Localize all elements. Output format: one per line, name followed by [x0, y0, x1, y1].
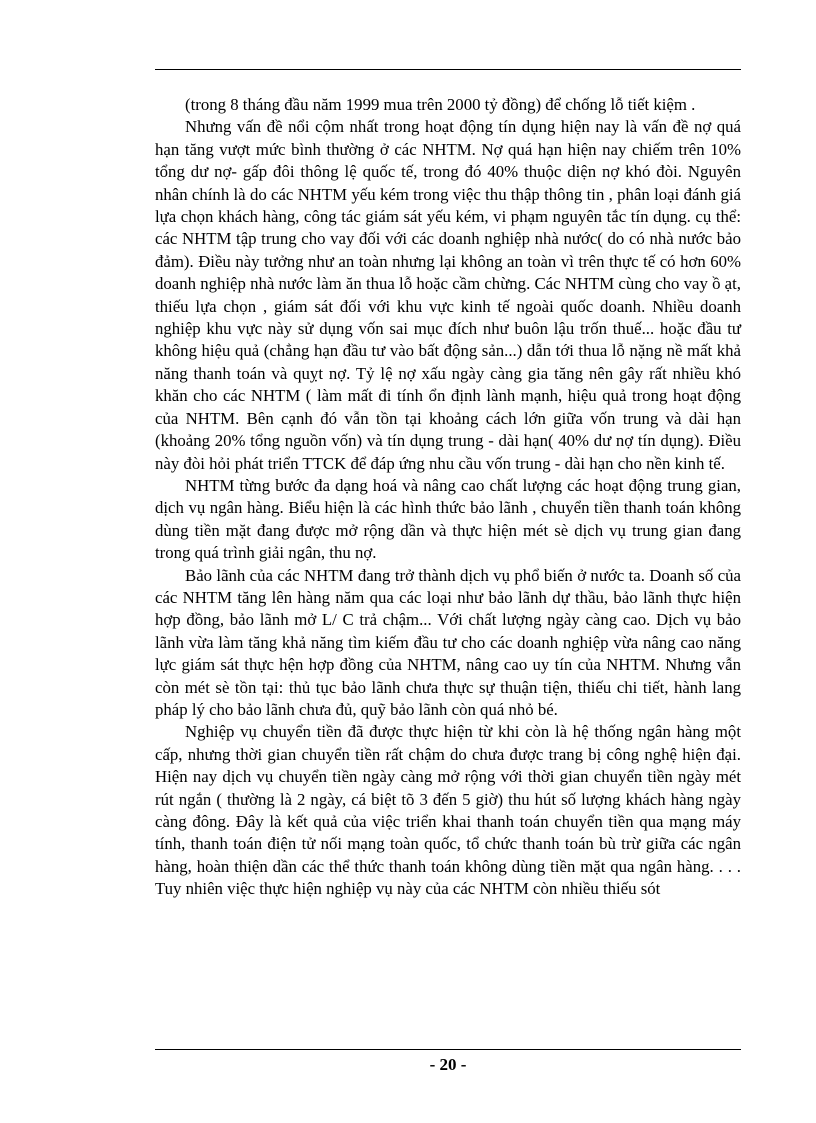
- paragraph-5: Nghiệp vụ chuyển tiền đã được thực hiện từ khi còn là hệ thống ngân hàng một cấp, nhưng thời gian chuyển tiền rất chậm do chưa được trang bị công nghệ hiện đại. Hiện nay dịch vụ chuyển tiền ngày càng mở rộng với thời gian chuyển tiền ngày mét rút ngắn ( thường là 2 ngày, cá biệt tõ 3 đến 5 giờ) thu hút số lượng khách hàng ngày càng đông. Đây là kết quả của việc triển khai thanh toán chuyển tiền qua mạng máy tính, thanh toán điện tử nối mạng toàn quốc, tổ chức thanh toán bù trừ giữa các ngân hàng, hoàn thiện dần các thể thức thanh toán không dùng tiền mặt qua ngân hàng. . . . Tuy nhiên việc thực hiện nghiệp vụ này của các NHTM còn nhiều thiếu sót: [155, 722, 741, 899]
- page-number: - 20 -: [429, 1055, 467, 1074]
- document-body: [155, 94, 741, 901]
- paragraph-3: NHTM từng bước đa dạng hoá và nâng cao chất lượng các hoạt động trung gian, dịch vụ ngân hàng. Biểu hiện là các hình thức bảo lãnh , chuyển tiền thanh toán không dùng tiền mặt đang được mở rộng dần và thực hiện mét sè dịch vụ trung gian đang trong quá trình giải ngân, thu nợ.: [155, 475, 741, 563]
- paragraph-4: Bảo lãnh của các NHTM đang trở thành dịch vụ phổ biến ở nước ta. Doanh số của các NHTM tăng lên hàng năm qua các loại như bảo lãnh dự thầu, bảo lãnh thực hiện hợp đồng, bảo lãnh mở L/ C trả chậm... Với chất lượng ngày càng cao. Dịch vụ bảo lãnh vừa làm tăng khả năng tìm kiếm đầu tư cho các doanh nghiệp vừa nâng cao năng lực giám sát thực hện hợp đồng của NHTM, nâng cao uy tín của NHTM. Nhưng vẫn còn mét sè tồn tại: thủ tục bảo lãnh chưa thực sự thuận tiện, thiếu chi tiết, hành lang pháp lý cho bảo lãnh chưa đủ, quỹ bảo lãnh còn quá nhỏ bé.: [155, 565, 741, 719]
- header-rule: [155, 69, 741, 70]
- paragraph-2: Nhưng vấn đề nổi cộm nhất trong hoạt động tín dụng hiện nay là vấn đề nợ quá hạn tăng vượt mức bình thường ở các NHTM. Nợ quá hạn hiện nay chiếm trên 10% tổng dư nợ- gấp đôi thông lệ quốc tế, trong đó 40% thuộc diện nợ khó đòi. Nguyên nhân chính là do các NHTM yếu kém trong việc thu thập thông tin , phân loại đánh giá lựa chọn khách hàng, công tác giám sát yếu kém, vi phạm nguyên tắc tín dụng. cụ thể: các NHTM tập trung cho vay đối với các doanh nghiệp nhà nước( do có nhà nước bảo đảm). Điều này tưởng như an toàn nhưng lại không an toàn vì trên thực tế có hơn 60% doanh nghiệp nhà nước làm ăn thua lỗ hoặc cầm chừng. Các NHTM cùng cho vay ồ ạt, thiếu lựa chọn , giám sát đối với khu vực kinh tế ngoài quốc doanh. Nhiều doanh nghiệp khu vực này sử dụng vốn sai mục đích như buôn lậu trốn thuế... hoặc đầu tư không hiệu quả (chẳng hạn đầu tư vào bất động sản...) dẫn tới thua lỗ nặng nề mất khả năng thanh toán và quỵt nợ. Tỷ lệ nợ xấu ngày càng gia tăng nên gây rất nhiều khó khăn cho các NHTM ( làm mất đi tính ổn định lành mạnh, hiệu quả trong hoạt động của NHTM. Bên cạnh đó vẫn tồn tại khoảng cách lớn giữa vốn trung và dài hạn (khoảng 20% tổng nguồn vốn) và tín dụng trung - dài hạn( 40% dư nợ tín dụng). Điều này đòi hỏi phát triển TTCK để đáp ứng nhu cầu vốn trung - dài hạn cho nền kinh tế.: [155, 117, 741, 473]
- paragraph-1: (trong 8 tháng đầu năm 1999 mua trên 2000 tỷ đồng) để chống lỗ tiết kiệm .: [185, 95, 696, 114]
- footer-rule: [155, 1049, 741, 1050]
